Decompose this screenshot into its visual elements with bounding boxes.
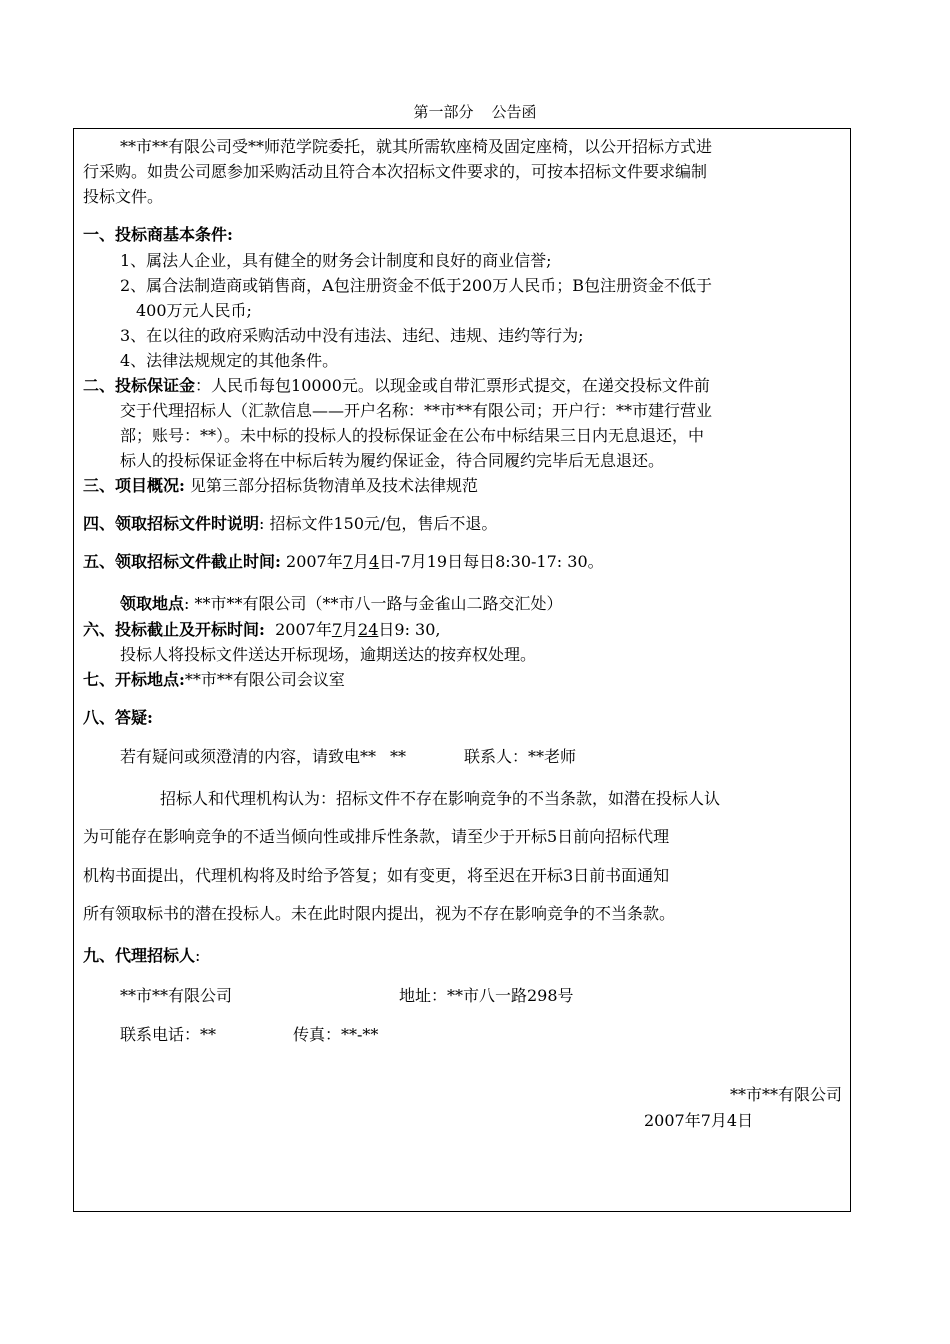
section-2-line: 二、投标保证金：人民币每包10000元。以现金或自带汇票形式提交，在递交投标文件前 xyxy=(83,376,710,395)
section-6-note: 投标人将投标文件送达开标现场，逾期送达的按弃权处理。 xyxy=(120,645,537,664)
doc-title: 公告函 xyxy=(491,103,537,121)
section-3-line: 三、项目概况: 见第三部分招标货物清单及技术法律规范 xyxy=(83,476,479,495)
section-1-item: 2、属合法制造商或销售商，A包注册资金不低于200万人民币；B包注册资金不低于 xyxy=(120,276,713,295)
section-4-line: 四、领取招标文件时说明: 招标文件150元/包，售后不退。 xyxy=(83,514,498,533)
section-9-line: 九、代理招标人: xyxy=(83,946,201,965)
section-label: 第一部分 xyxy=(413,103,474,121)
section-9-heading: 九、代理招标人 xyxy=(83,946,196,965)
section-7-heading: 七、开标地点: xyxy=(83,670,185,689)
section-4-heading: 四、领取招标文件时说明 xyxy=(83,514,260,533)
section-8-para: 为可能存在影响竞争的不适当倾向性或排斥性条款，请至少于开标5日前向招标代理 xyxy=(83,827,670,846)
intro-line: **市**有限公司受**师范学院委托，就其所需软座椅及固定座椅，以公开招标方式进 xyxy=(120,137,713,156)
agent-company: **市**有限公司 xyxy=(120,986,233,1005)
section-8-para: 招标人和代理机构认为：招标文件不存在影响竞争的不当条款，如潜在投标人认 xyxy=(160,789,721,808)
section-5-line: 五、领取招标文件截止时间: 2007年7月4日-7月19日每日8:30-17: 30。 xyxy=(83,552,604,571)
section-7-line: 七、开标地点:**市**有限公司会议室 xyxy=(83,670,345,689)
agent-address: 地址：**市八一路298号 xyxy=(399,986,574,1005)
section-1-item: 3、在以往的政府采购活动中没有违法、违纪、违规、违约等行为; xyxy=(120,326,584,345)
section-1-item: 4、法律法规规定的其他条件。 xyxy=(120,351,339,370)
section-2-heading: 二、投标保证金 xyxy=(83,376,196,395)
section-5-heading: 五、领取招标文件截止时间: xyxy=(83,552,281,571)
sign-date: 2007年7月4日 xyxy=(644,1111,754,1130)
sign-company: **市**有限公司 xyxy=(729,1085,842,1104)
section-6-line: 六、投标截止及开标时间: 2007年7月24日9: 30, xyxy=(83,620,441,639)
section-8-para: 机构书面提出，代理机构将及时给予答复；如有变更，将至迟在开标3日前书面通知 xyxy=(83,866,670,885)
section-5-place: 领取地点: **市**有限公司（**市八一路与金雀山二路交汇处） xyxy=(120,594,563,613)
section-1-heading: 一、投标商基本条件: xyxy=(83,225,233,244)
section-1-item: 1、属法人企业，具有健全的财务会计制度和良好的商业信誉; xyxy=(120,251,552,270)
intro-line: 行采购。如贵公司愿参加采购活动且符合本次招标文件要求的，可按本招标文件要求编制 xyxy=(83,162,708,181)
agent-tel: 联系电话：** xyxy=(120,1025,217,1044)
intro-line: 投标文件。 xyxy=(83,187,164,206)
section-8-contact: 若有疑问或须澄清的内容，请致电** ** 联系人：**老师 xyxy=(120,747,577,766)
section-2-line: 部；账号：**）。未中标的投标人的投标保证金在公布中标结果三日内无息退还，中 xyxy=(120,426,705,445)
section-2-line: 标人的投标保证金将在中标后转为履约保证金，待合同履约完毕后无息退还。 xyxy=(120,451,665,470)
agent-fax: 传真：**-** xyxy=(293,1025,379,1044)
section-6-heading: 六、投标截止及开标时间: xyxy=(83,620,265,639)
section-3-heading: 三、项目概况: xyxy=(83,476,185,495)
section-8-para: 所有领取标书的潜在投标人。未在此时限内提出，视为不存在影响竞争的不当条款。 xyxy=(83,904,676,923)
section-8-heading: 八、答疑: xyxy=(83,708,153,727)
page-title xyxy=(0,101,950,122)
section-2-line: 交于代理招标人（汇款信息——开户名称：**市**有限公司；开户行：**市建行营业 xyxy=(120,401,713,420)
section-1-item: 400万元人民币; xyxy=(136,301,252,320)
